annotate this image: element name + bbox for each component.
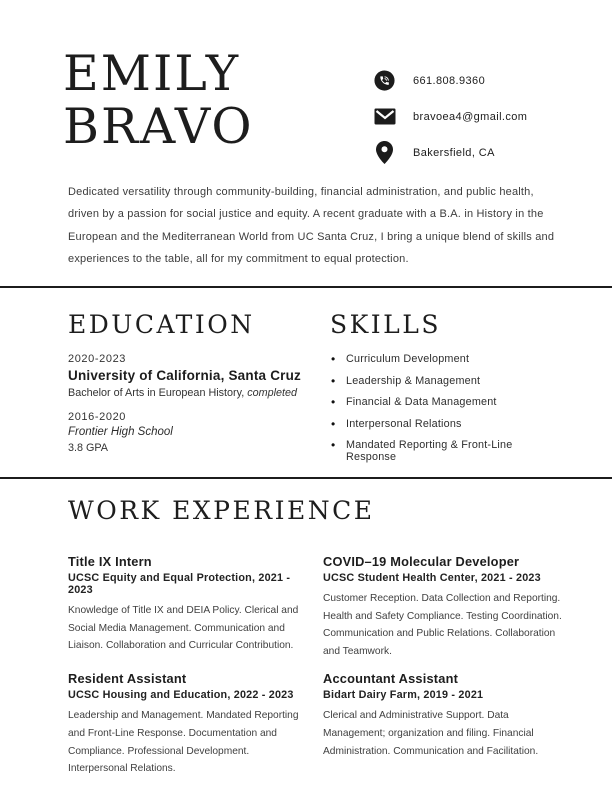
- first-name: EMILY: [63, 45, 241, 102]
- job-description: Knowledge of Title IX and DEIA Policy. Clerical and Social Media Management. Communication and Liaison. Collaboration and Curricular Contribution.: [68, 605, 299, 652]
- education-gpa: 3.8 GPA: [68, 442, 109, 454]
- contact-email-row: [373, 105, 527, 128]
- education-entry-highschool: [68, 411, 320, 454]
- person-name: [63, 47, 254, 153]
- phone-number: 661.808.9360: [413, 74, 486, 87]
- job-title: Accountant Assistant: [323, 671, 459, 687]
- education-school: Frontier High School: [68, 426, 173, 438]
- skill-item: • Interpersonal Relations: [330, 418, 564, 430]
- job-description: Leadership and Management. Mandated Reporting and Front-Line Response. Documentation and Compliance. Professional Development. Interpersonal Relations.: [68, 710, 299, 775]
- job-entry-resident-assistant: [68, 671, 309, 777]
- job-title: Title IX Intern: [68, 554, 152, 569]
- contact-location-row: [373, 141, 527, 164]
- job-description: Customer Reception. Data Collection and Reporting. Health and Safety Compliance. Testing Coordination. Communication and Public Relations. Collaboration and Teamwork.: [323, 593, 562, 657]
- skill-item: • Mandated Reporting & Front-Line Response: [330, 439, 564, 463]
- education-heading: EDUCATION: [68, 310, 255, 339]
- contact-info: [373, 69, 527, 164]
- email-icon: [373, 108, 396, 125]
- location-icon: [373, 141, 396, 164]
- skills-heading: SKILLS: [330, 310, 442, 339]
- education-dates: 2020-2023: [68, 353, 127, 365]
- skills-section: [330, 311, 564, 473]
- job-entry-covid-molecular-developer: [323, 554, 564, 660]
- summary-text: Dedicated versatility through community-building, financial administration, and public health, driven by a passion for social justice and equity. A recent graduate with a B.A. in History in the European and the Mediterranean World from UC Santa Cruz, I bring a unique blend of skills and experiences to the table, all for my commitment to equal protection.: [68, 186, 555, 266]
- degree-status: completed: [247, 387, 298, 399]
- education-dates: 2016-2020: [68, 411, 127, 423]
- job-company: UCSC Housing and Education, 2022 - 2023: [68, 689, 294, 702]
- education-school: University of California, Santa Cruz: [68, 368, 301, 383]
- education-degree: [68, 387, 320, 399]
- job-entry-accountant-assistant: [323, 671, 564, 777]
- education-entry-ucsc: [68, 353, 320, 399]
- location-text: Bakersfield, CA: [413, 146, 495, 159]
- phone-icon: [373, 70, 396, 91]
- job-company: UCSC Student Health Center, 2021 - 2023: [323, 572, 541, 584]
- skills-list: [330, 353, 564, 463]
- skill-item: • Financial & Data Management: [330, 396, 564, 408]
- job-company: Bidart Dairy Farm, 2019 - 2021: [323, 689, 484, 702]
- job-title: Resident Assistant: [68, 671, 187, 687]
- skill-item: • Curriculum Development: [330, 353, 564, 365]
- section-divider-bottom: [0, 477, 612, 479]
- contact-phone-row: [373, 69, 527, 92]
- job-title: COVID–19 Molecular Developer: [323, 554, 520, 569]
- skill-item: • Leadership & Management: [330, 375, 564, 387]
- job-description: Clerical and Administrative Support. Data Management; organization and filing. Financial Administration. Communication and Facilitation.: [323, 710, 539, 757]
- section-divider-top: [0, 286, 612, 288]
- job-company: UCSC Equity and Equal Protection, 2021 - 2023: [68, 572, 291, 596]
- education-section: [68, 311, 320, 454]
- job-entry-title-ix-intern: [68, 554, 309, 660]
- degree-text: Bachelor of Arts in European History,: [68, 387, 245, 399]
- work-experience-section: [68, 497, 565, 778]
- last-name: BRAVO: [63, 98, 254, 155]
- work-experience-heading: WORK EXPERIENCE: [68, 496, 375, 525]
- jobs-grid: [68, 554, 565, 778]
- email-address: bravoea4@gmail.com: [413, 110, 528, 123]
